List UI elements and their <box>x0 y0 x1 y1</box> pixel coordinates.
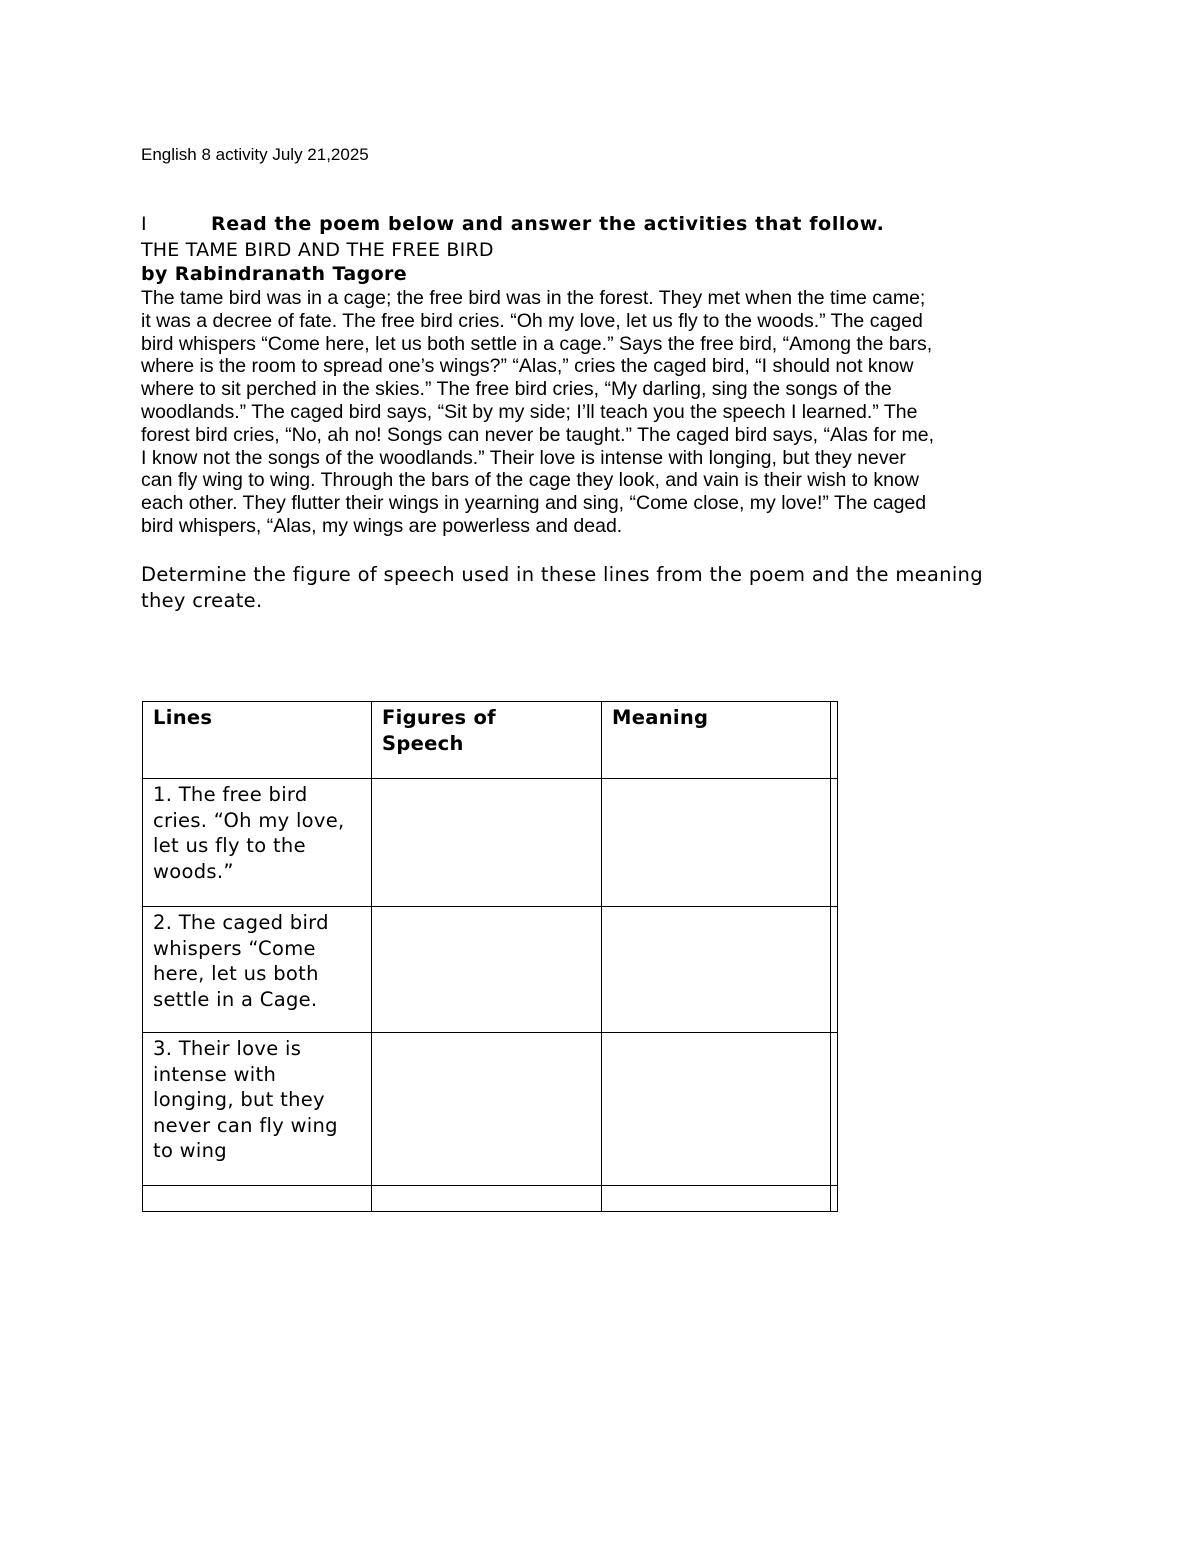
line-cell: 1. The free bird cries. “Oh my love, let us fly to the woods.” <box>143 779 372 907</box>
header-lines: Lines <box>143 702 372 779</box>
task-instruction <box>141 562 1061 614</box>
empty-cell[interactable] <box>143 1186 372 1212</box>
header-extra-cell <box>831 702 838 779</box>
table-header-row <box>143 702 838 779</box>
poem-line: where is the room to spread one’s wings?” “Alas,” cries the caged bird, “I should not know <box>141 355 914 378</box>
figure-of-speech-answer-cell[interactable] <box>372 779 602 907</box>
figure-of-speech-answer-cell[interactable] <box>372 1033 602 1186</box>
poem-author: by Rabindranath Tagore <box>141 263 408 285</box>
task-line: Determine the figure of speech used in these lines from the poem and the meaning <box>141 563 983 586</box>
extra-cell <box>831 1033 838 1186</box>
meaning-answer-cell[interactable] <box>602 1033 831 1186</box>
empty-cell[interactable] <box>602 1186 831 1212</box>
table-empty-row <box>143 1186 838 1212</box>
document-header: English 8 activity July 21,2025 <box>141 145 369 164</box>
poem-line: each other. They flutter their wings in yearning and sing, “Come close, my love!” The caged <box>141 492 927 515</box>
poem-line: I know not the songs of the woodlands.” Their love is intense with longing, but they never <box>141 446 906 469</box>
poem-title: THE TAME BIRD AND THE FREE BIRD <box>141 239 494 261</box>
poem-line: woodlands.” The caged bird says, “Sit by my side; I’ll teach you the speech I learned.” The <box>141 400 918 423</box>
table-row <box>143 779 838 907</box>
line-cell: 2. The caged bird whispers “Come here, let us both settle in a Cage. <box>143 907 372 1033</box>
figure-of-speech-answer-cell[interactable] <box>372 907 602 1033</box>
extra-cell <box>831 907 838 1033</box>
line-cell: 3. Their love is intense with longing, but they never can fly wing to wing <box>143 1033 372 1186</box>
poem-line: forest bird cries, “No, ah no! Songs can never be taught.” The caged bird says, “Alas for me, <box>141 423 935 446</box>
task-line: they create. <box>141 589 263 612</box>
instruction-text: Read the poem below and answer the activities that follow. <box>211 213 885 235</box>
extra-cell <box>831 779 838 907</box>
meaning-answer-cell[interactable] <box>602 779 831 907</box>
table-row <box>143 1033 838 1186</box>
table-row <box>143 907 838 1033</box>
poem-body <box>141 287 1061 538</box>
activity-table <box>142 701 838 1212</box>
poem-line: can fly wing to wing. Through the bars of the cage they look, and vain is their wish to know <box>141 469 919 492</box>
poem-line: bird whispers “Come here, let us both settle in a cage.” Says the free bird, “Among the bars, <box>141 332 933 355</box>
header-figures-of-speech: Figures of Speech <box>372 702 602 779</box>
empty-cell[interactable] <box>372 1186 602 1212</box>
poem-line: bird whispers, “Alas, my wings are powerless and dead. <box>141 514 623 537</box>
meaning-answer-cell[interactable] <box>602 907 831 1033</box>
header-meaning: Meaning <box>602 702 831 779</box>
instruction-number: I <box>141 213 147 235</box>
extra-cell <box>831 1186 838 1212</box>
instruction <box>141 213 884 235</box>
poem-line: where to sit perched in the skies.” The free bird cries, “My darling, sing the songs of the <box>141 378 892 401</box>
poem-line: it was a decree of fate. The free bird cries. “Oh my love, let us fly to the woods.” The caged <box>141 309 923 332</box>
poem-line: The tame bird was in a cage; the free bird was in the forest. They met when the time came; <box>141 287 926 309</box>
